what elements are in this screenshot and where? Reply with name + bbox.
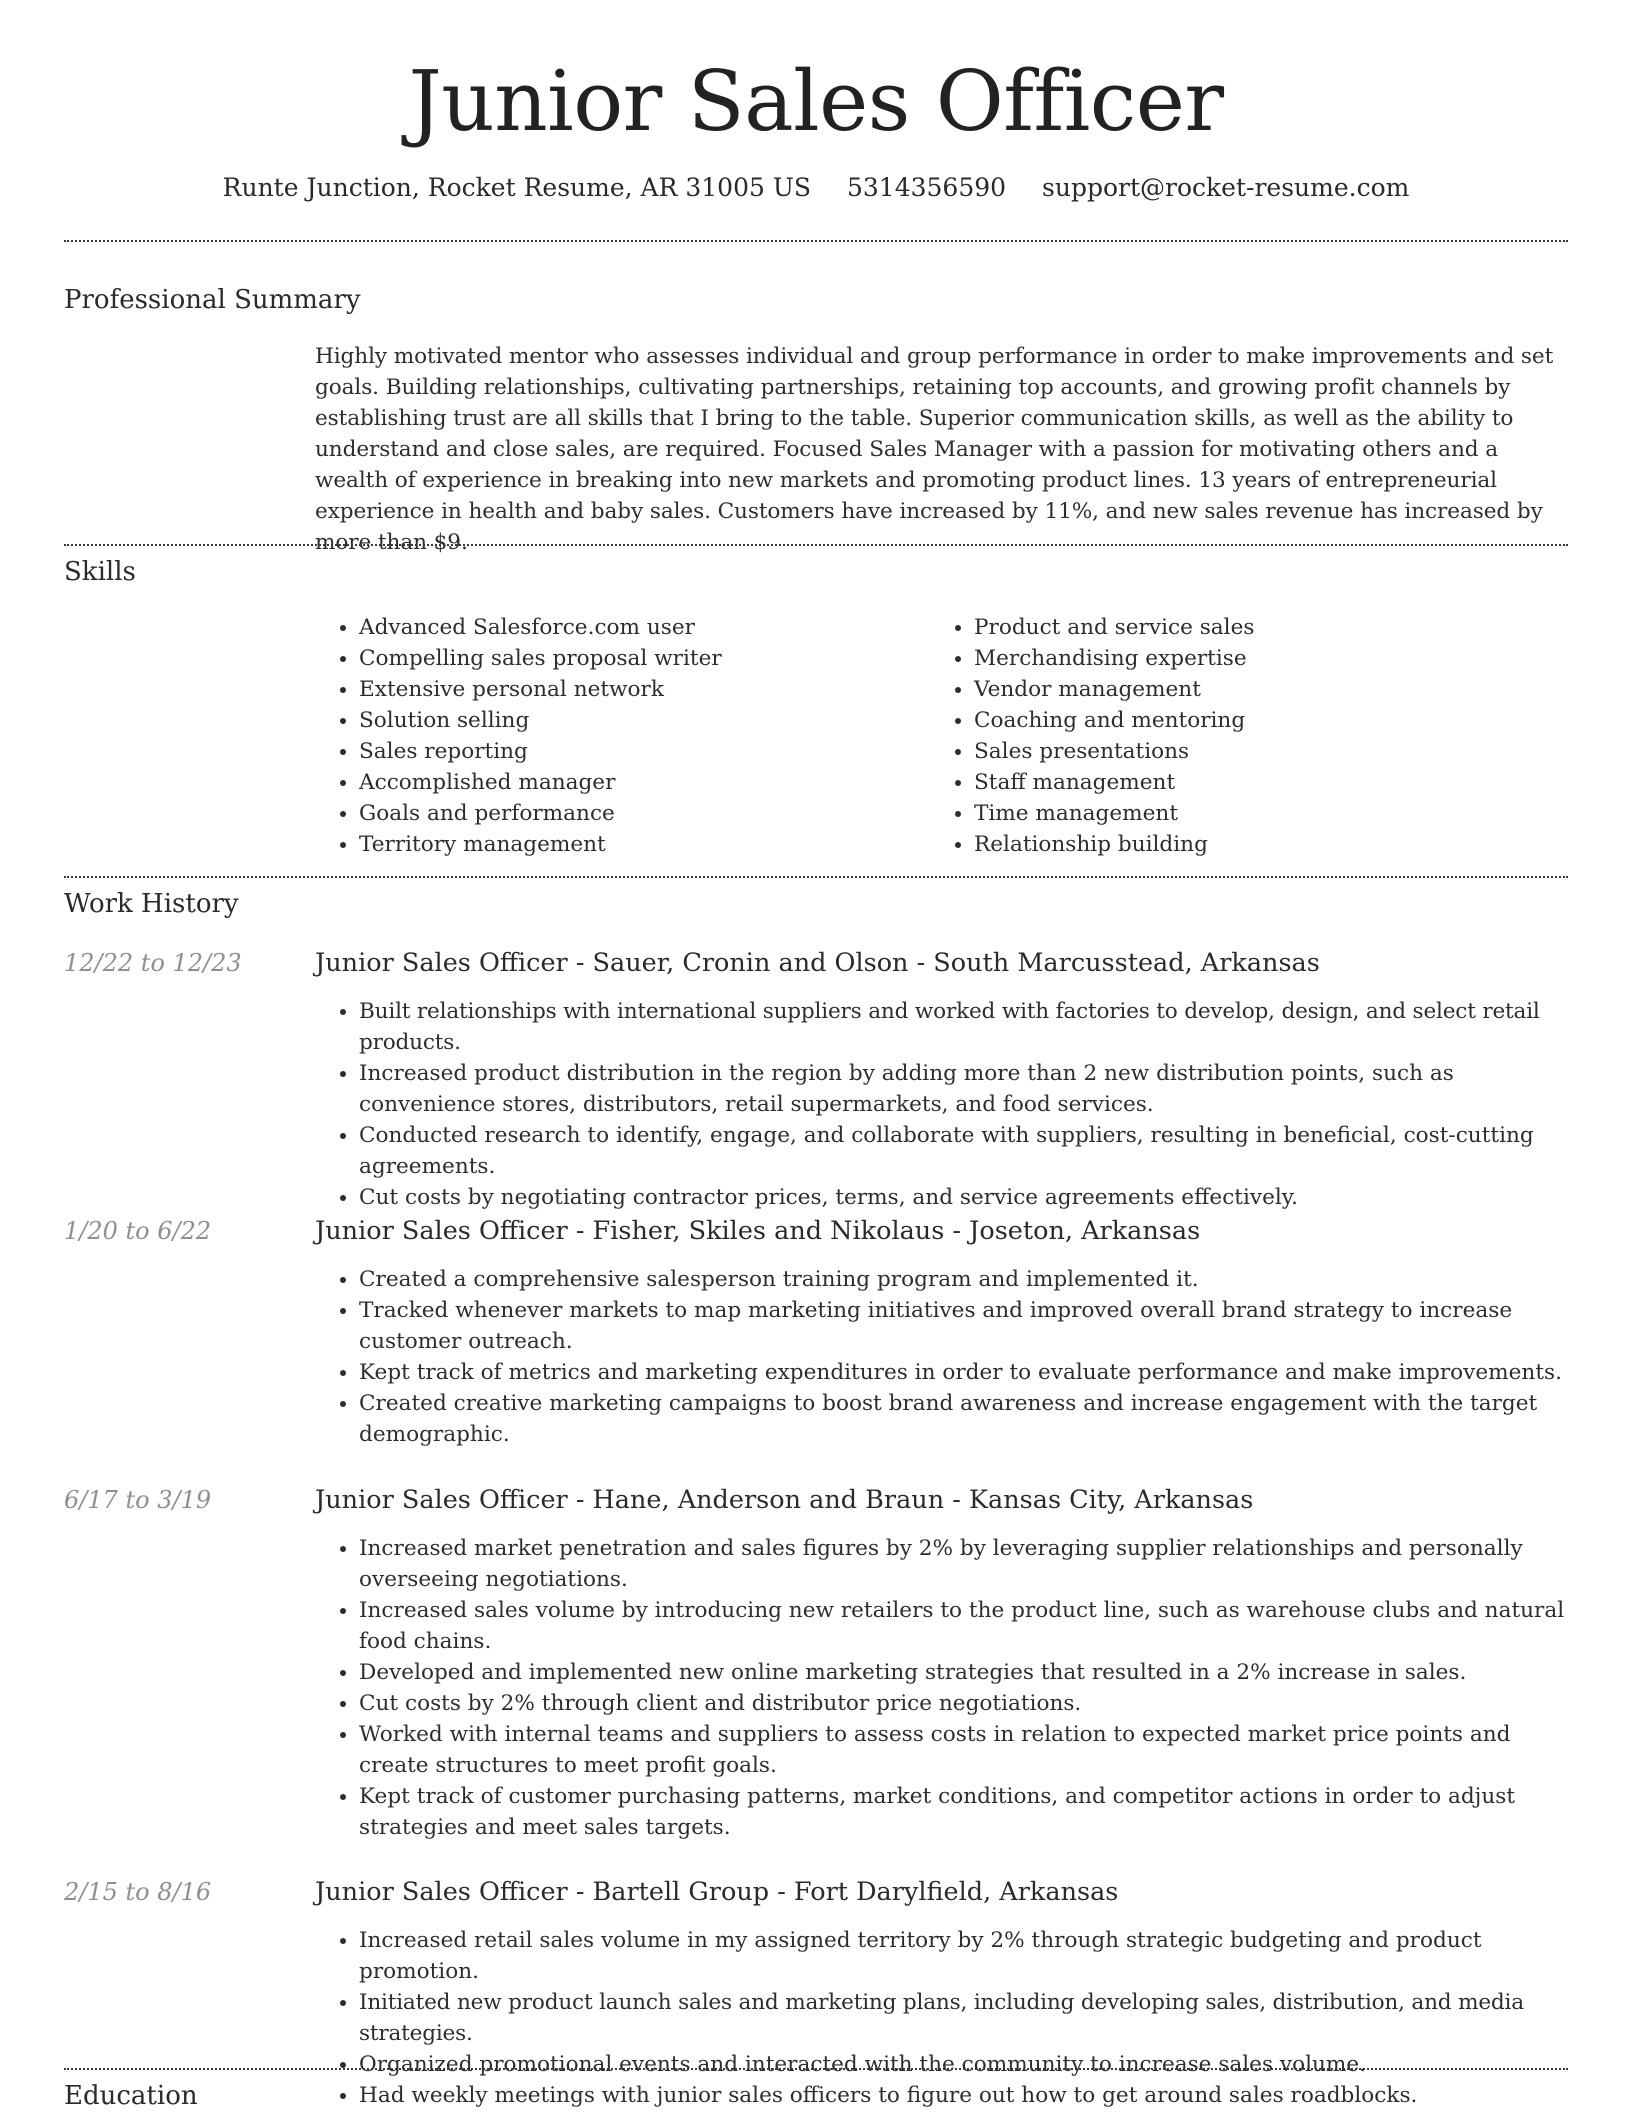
job-bullet: • Had weekly meetings with junior sales officers to figure out how to get around sales roadblocks. [359, 2080, 1575, 2111]
skills-list-right [930, 612, 1530, 860]
skill-item: • Product and service sales [974, 612, 1530, 643]
summary-text: Highly motivated mentor who assesses individual and group performance in order to make improvements and set goals. Building relationships, cultivating partnerships, retaining top accounts, and growing profit channels by establishing trust are all skills that I bring to the table. Superior communication skills, as well as the ability to understand and close sales, are required. Focused Sales Manager with a passion for motivating others and a wealth of experience in breaking into new markets and promoting product lines. 13 years of entrepreneurial experience in health and baby sales. Customers have increased by 11%, and new sales revenue has increased by more than $9. [315, 344, 1554, 555]
job-heading: Junior Sales Officer - Bartell Group - Fort Darylfield, Arkansas [315, 1877, 1119, 1907]
job-heading: Junior Sales Officer - Hane, Anderson and Braun - Kansas City, Arkansas [315, 1485, 1254, 1515]
skill-item: • Staff management [974, 767, 1530, 798]
skill-item: • Solution selling [359, 705, 875, 736]
job-bullet: • Cut costs by 2% through client and distributor price negotiations. [359, 1688, 1575, 1719]
job-bullets [315, 1264, 1575, 1450]
job-bullet: • Increased sales volume by introducing new retailers to the product line, such as warehouse clubs and natural food chains. [359, 1595, 1575, 1657]
skill-item: • Accomplished manager [359, 767, 875, 798]
divider [64, 876, 1568, 878]
skill-item: • Coaching and mentoring [974, 705, 1530, 736]
job-bullet: • Worked with internal teams and suppliers to assess costs in relation to expected market price points and create structures to meet profit goals. [359, 1719, 1575, 1781]
job-dates: 6/17 to 3/19 [64, 1486, 212, 1514]
skill-item: • Territory management [359, 829, 875, 860]
job-bullet: • Increased product distribution in the region by adding more than 2 new distribution points, such as convenience stores, distributors, retail supermarkets, and food services. [359, 1058, 1575, 1120]
divider [64, 2068, 1568, 2070]
candidate-name: Junior Sales Officer [408, 53, 1224, 150]
job-heading: Junior Sales Officer - Sauer, Cronin and Olson - South Marcusstead, Arkansas [315, 948, 1320, 978]
phone: 5314356590 [847, 173, 1007, 202]
job-bullet: • Tracked whenever markets to map marketing initiatives and improved overall brand strategy to increase customer outreach. [359, 1295, 1575, 1357]
skill-item: • Goals and performance [359, 798, 875, 829]
job-bullet: • Increased retail sales volume in my assigned territory by 2% through strategic budgeting and product promotion. [359, 1925, 1575, 1987]
section-title-education: Education [64, 2081, 198, 2111]
skill-item: • Sales reporting [359, 736, 875, 767]
job-bullet: • Cut costs by negotiating contractor prices, terms, and service agreements effectively. [359, 1182, 1575, 1213]
skill-item: • Advanced Salesforce.com user [359, 612, 875, 643]
section-title-skills: Skills [64, 557, 136, 587]
job-bullet: • Initiated new product launch sales and marketing plans, including developing sales, distribution, and media strategies. [359, 1987, 1575, 2049]
skill-item: • Extensive personal network [359, 674, 875, 705]
job-bullet: • Created a comprehensive salesperson training program and implemented it. [359, 1264, 1575, 1295]
skills-column-right [930, 612, 1530, 860]
job-dates: 1/20 to 6/22 [64, 1217, 212, 1245]
job-heading: Junior Sales Officer - Fisher, Skiles and Nikolaus - Joseton, Arkansas [315, 1216, 1201, 1246]
job-bullet: • Developed and implemented new online marketing strategies that resulted in a 2% increase in sales. [359, 1657, 1575, 1688]
skill-item: • Sales presentations [974, 736, 1530, 767]
section-title-summary: Professional Summary [64, 285, 361, 315]
skills-list-left [315, 612, 875, 860]
job-bullet: • Kept track of customer purchasing patterns, market conditions, and competitor actions in order to adjust strategies and meet sales targets. [359, 1781, 1575, 1843]
email: support@rocket-resume.com [1042, 173, 1410, 202]
skill-item: • Relationship building [974, 829, 1530, 860]
skills-column-left [315, 612, 875, 860]
skill-item: • Time management [974, 798, 1530, 829]
job-dates: 2/15 to 8/16 [64, 1878, 212, 1906]
job-bullet: • Built relationships with international suppliers and worked with factories to develop, design, and select retail products. [359, 996, 1575, 1058]
job-bullet: • Organized promotional events and interacted with the community to increase sales volume. [359, 2049, 1575, 2080]
skill-item: • Merchandising expertise [974, 643, 1530, 674]
job-dates: 12/22 to 12/23 [64, 949, 242, 977]
job-bullets [315, 1925, 1575, 2111]
contact-line [0, 172, 1632, 204]
section-title-work-history: Work History [64, 889, 239, 919]
job-bullet: • Conducted research to identify, engage, and collaborate with suppliers, resulting in beneficial, cost-cutting agreements. [359, 1120, 1575, 1182]
address: Runte Junction, Rocket Resume, AR 31005 US [222, 173, 812, 202]
job-bullet: • Created creative marketing campaigns to boost brand awareness and increase engagement with the target demographic. [359, 1388, 1575, 1450]
divider [64, 544, 1568, 546]
skill-item: • Compelling sales proposal writer [359, 643, 875, 674]
divider [64, 240, 1568, 242]
job-bullet: • Increased market penetration and sales figures by 2% by leveraging supplier relationships and personally overseeing negotiations. [359, 1533, 1575, 1595]
job-bullets [315, 1533, 1575, 1843]
job-bullets [315, 996, 1575, 1213]
skill-item: • Vendor management [974, 674, 1530, 705]
job-bullet: • Kept track of metrics and marketing expenditures in order to evaluate performance and make improvements. [359, 1357, 1575, 1388]
